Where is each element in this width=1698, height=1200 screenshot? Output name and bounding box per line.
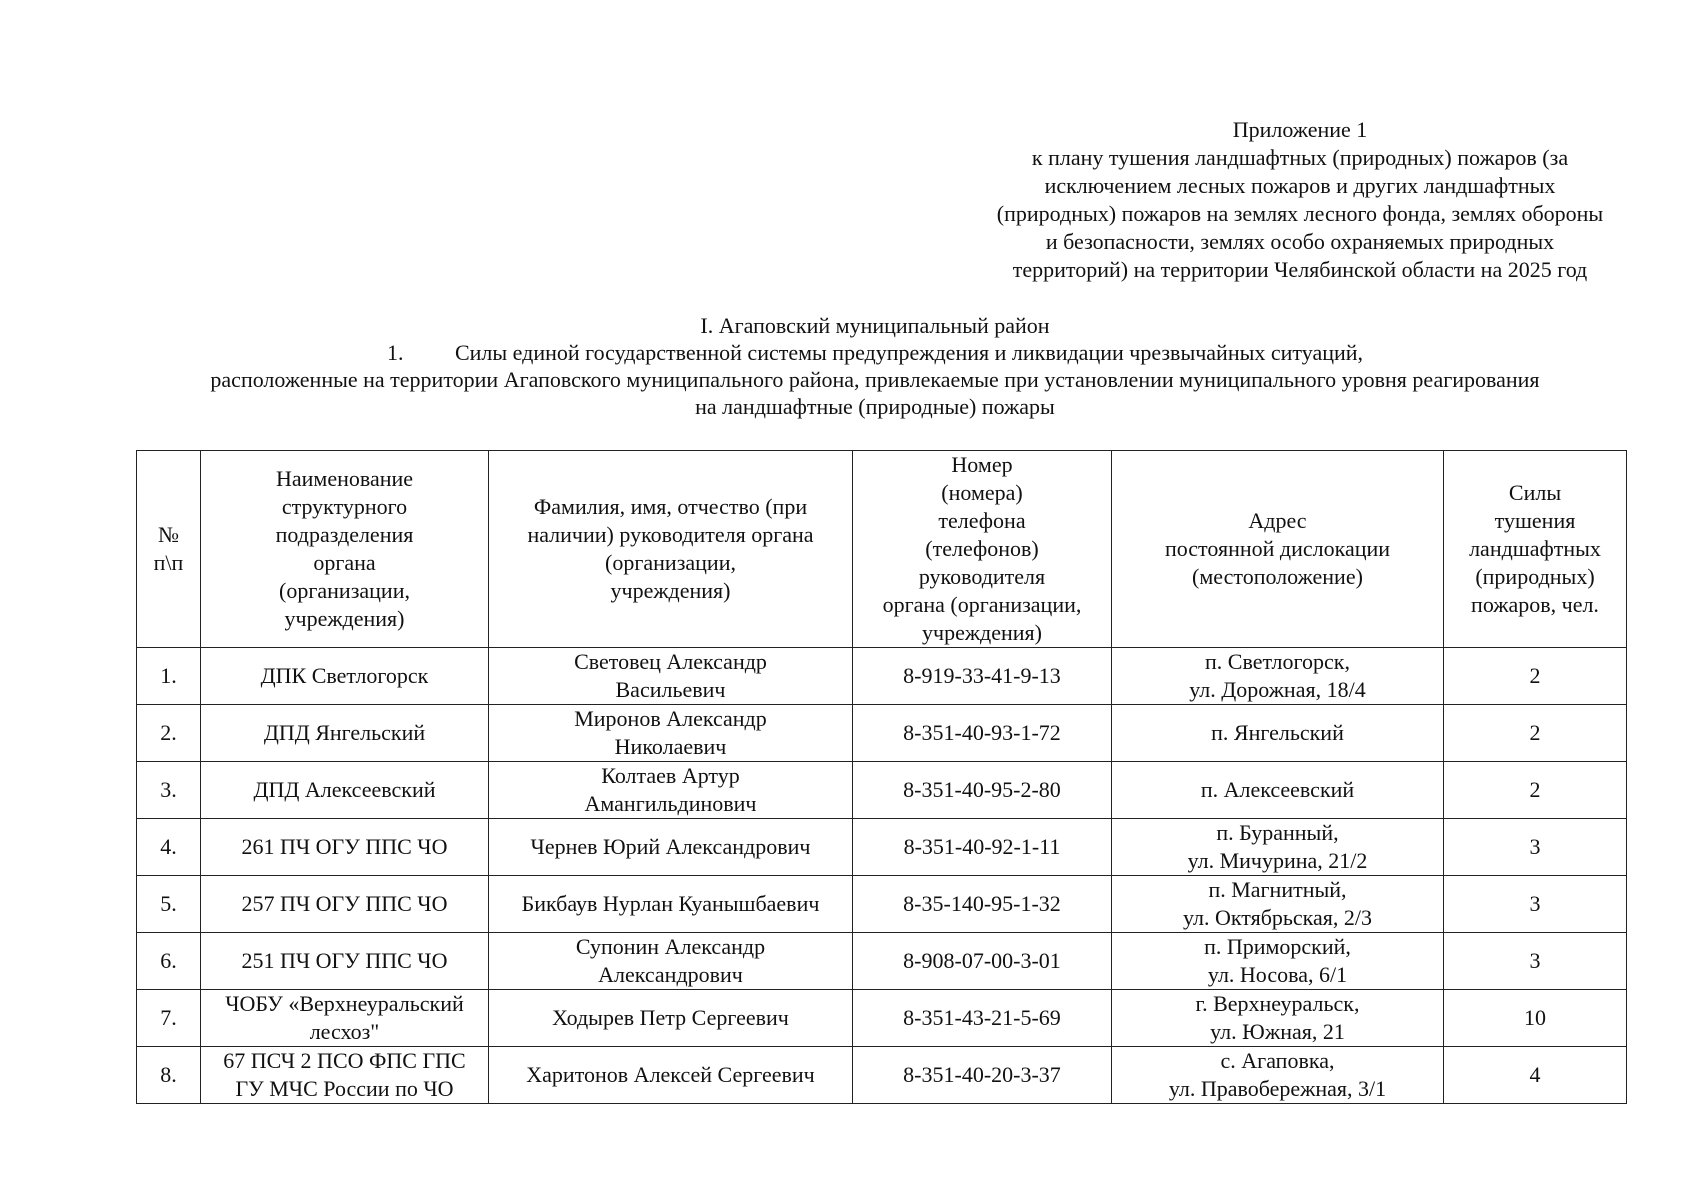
cell-unit-name: ЧОБУ «Верхнеуральский лесхоз": [201, 990, 489, 1047]
cell-unit-name: 251 ПЧ ОГУ ППС ЧО: [201, 933, 489, 990]
cell-number: 3.: [137, 762, 201, 819]
cell-head-name: Колтаев Артур Амангильдинович: [489, 762, 853, 819]
table-row: [137, 933, 1627, 990]
appendix-title: Приложение 1: [1232, 117, 1368, 142]
section-item-text: Силы единой государственной системы предупреждения и ликвидации чрезвычайных ситуаций,: [454, 340, 1364, 365]
cell-unit-name: 67 ПСЧ 2 ПСО ФПС ГПС ГУ МЧС России по ЧО: [201, 1047, 489, 1104]
cell-head-name: Чернев Юрий Александрович: [489, 819, 853, 876]
cell-phone: 8-919-33-41-9-13: [853, 648, 1112, 705]
cell-phone: 8-35-140-95-1-32: [853, 876, 1112, 933]
appendix-line: к плану тушения ландшафтных (природных) пожаров (за: [1031, 145, 1569, 170]
header-number: № п\п: [137, 451, 201, 648]
cell-head-name: Харитонов Алексей Сергеевич: [489, 1047, 853, 1104]
cell-phone: 8-908-07-00-3-01: [853, 933, 1112, 990]
cell-head-name: Световец Александр Васильевич: [489, 648, 853, 705]
cell-unit-name: ДПД Янгельский: [201, 705, 489, 762]
cell-forces: 3: [1444, 876, 1627, 933]
cell-forces: 4: [1444, 1047, 1627, 1104]
section-item-number: 1.: [386, 340, 404, 365]
header-phone: Номер (номера) телефона (телефонов) руководителя органа (организации, учреждения): [853, 451, 1112, 648]
cell-phone: 8-351-40-20-3-37: [853, 1047, 1112, 1104]
section-item-text: расположенные на территории Агаповского муниципального района, привлекаемые при установлении муниципального уровня реагирования: [210, 367, 1540, 392]
table-row: [137, 876, 1627, 933]
table-row: [137, 705, 1627, 762]
cell-forces: 2: [1444, 762, 1627, 819]
header-unit-name: Наименование структурного подразделения органа (организации, учреждения): [201, 451, 489, 648]
cell-address: п. Светлогорск, ул. Дорожная, 18/4: [1112, 648, 1444, 705]
cell-unit-name: ДПК Светлогорск: [201, 648, 489, 705]
cell-number: 5.: [137, 876, 201, 933]
section-heading: [130, 312, 1620, 420]
cell-address: с. Агаповка, ул. Правобережная, 3/1: [1112, 1047, 1444, 1104]
cell-number: 4.: [137, 819, 201, 876]
table-header-row: [137, 451, 1627, 648]
cell-number: 6.: [137, 933, 201, 990]
cell-address: г. Верхнеуральск, ул. Южная, 21: [1112, 990, 1444, 1047]
cell-phone: 8-351-40-93-1-72: [853, 705, 1112, 762]
appendix-heading: [930, 116, 1670, 284]
header-address: Адрес постоянной дислокации (местоположение): [1112, 451, 1444, 648]
appendix-line: и безопасности, землях особо охраняемых природных: [1045, 229, 1555, 254]
cell-number: 2.: [137, 705, 201, 762]
cell-forces: 2: [1444, 705, 1627, 762]
cell-number: 8.: [137, 1047, 201, 1104]
section-item-text: на ландшафтные (природные) пожары: [695, 394, 1055, 419]
cell-forces: 2: [1444, 648, 1627, 705]
cell-forces: 3: [1444, 933, 1627, 990]
appendix-line: исключением лесных пожаров и других ландшафтных: [1044, 173, 1556, 198]
cell-phone: 8-351-43-21-5-69: [853, 990, 1112, 1047]
section-item-line: [130, 339, 1620, 366]
cell-unit-name: 261 ПЧ ОГУ ППС ЧО: [201, 819, 489, 876]
section-title: I. Агаповский муниципальный район: [700, 313, 1050, 338]
appendix-line: территорий) на территории Челябинской области на 2025 год: [1012, 257, 1588, 282]
header-forces: Силы тушения ландшафтных (природных) пожаров, чел.: [1444, 451, 1627, 648]
cell-unit-name: 257 ПЧ ОГУ ППС ЧО: [201, 876, 489, 933]
table-row: [137, 762, 1627, 819]
cell-number: 7.: [137, 990, 201, 1047]
cell-forces: 3: [1444, 819, 1627, 876]
table-row: [137, 648, 1627, 705]
cell-address: п. Янгельский: [1112, 705, 1444, 762]
header-head-name: Фамилия, имя, отчество (при наличии) руководителя органа (организации, учреждения): [489, 451, 853, 648]
table-row: [137, 819, 1627, 876]
cell-unit-name: ДПД Алексеевский: [201, 762, 489, 819]
cell-head-name: Супонин Александр Александрович: [489, 933, 853, 990]
table-row: [137, 990, 1627, 1047]
cell-forces: 10: [1444, 990, 1627, 1047]
table-row: [137, 1047, 1627, 1104]
cell-head-name: Миронов Александр Николаевич: [489, 705, 853, 762]
cell-phone: 8-351-40-95-2-80: [853, 762, 1112, 819]
cell-head-name: Ходырев Петр Сергеевич: [489, 990, 853, 1047]
appendix-line: (природных) пожаров на землях лесного фонда, землях обороны: [996, 201, 1604, 226]
cell-head-name: Бикбаув Нурлан Куанышбаевич: [489, 876, 853, 933]
cell-number: 1.: [137, 648, 201, 705]
cell-address: п. Приморский, ул. Носова, 6/1: [1112, 933, 1444, 990]
cell-address: п. Буранный, ул. Мичурина, 21/2: [1112, 819, 1444, 876]
forces-table: [136, 450, 1627, 1104]
cell-address: п. Магнитный, ул. Октябрьская, 2/3: [1112, 876, 1444, 933]
cell-phone: 8-351-40-92-1-11: [853, 819, 1112, 876]
cell-address: п. Алексеевский: [1112, 762, 1444, 819]
